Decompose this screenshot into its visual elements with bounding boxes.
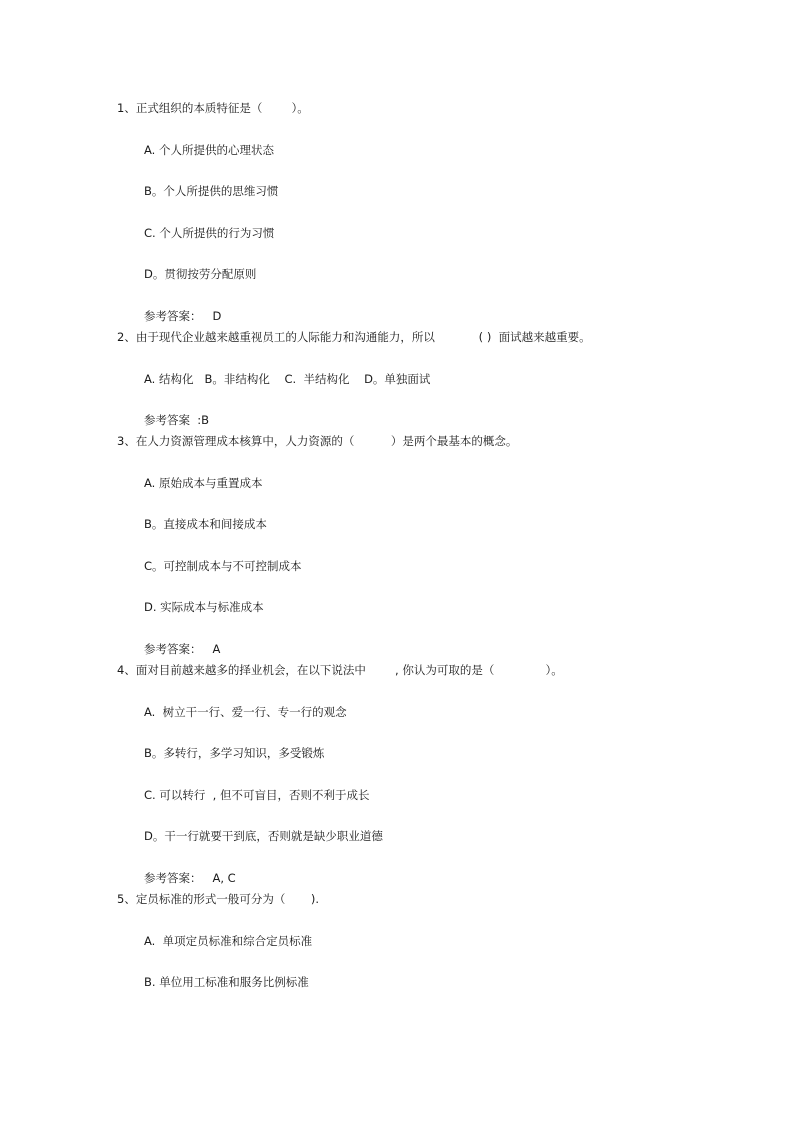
question-1-option-a: A. 个人所提供的心理状态 xyxy=(144,143,274,157)
question-1-answer: 参考答案： D xyxy=(144,309,222,323)
question-5-stem: 5、定员标准的形式一般可分为（ ). xyxy=(117,892,320,906)
question-3-option-a: A. 原始成本与重置成本 xyxy=(144,476,263,490)
question-3-option-b: B。直接成本和间接成本 xyxy=(144,517,267,531)
question-3-answer: 参考答案： A xyxy=(144,642,221,656)
question-1-stem: 1、正式组织的本质特征是（ ）。 xyxy=(117,101,309,115)
question-4-stem: 4、面对目前越来越多的择业机会，在以下说法中 , 你认为可取的是（ ）。 xyxy=(117,663,563,677)
question-4-option-b: B。多转行，多学习知识，多受锻炼 xyxy=(144,746,325,760)
question-2-stem: 2、由于现代企业越来越重视员工的人际能力和沟通能力，所以 ( ) 面试越来越重要。 xyxy=(117,330,591,344)
question-3-option-c: C。可控制成本与不可控制成本 xyxy=(144,559,302,573)
question-3-option-d: D. 实际成本与标准成本 xyxy=(144,600,264,614)
question-5-option-b: B. 单位用工标准和服务比例标准 xyxy=(144,975,309,989)
question-4-option-c: C. 可以转行 , 但不可盲目，否则不利于成长 xyxy=(144,788,370,802)
question-1-option-d: D。贯彻按劳分配原则 xyxy=(144,267,257,281)
question-1-option-c: C. 个人所提供的行为习惯 xyxy=(144,226,275,240)
question-2-options: A. 结构化 B。非结构化 C. 半结构化 D。单独面试 xyxy=(144,372,431,386)
question-2-answer: 参考答案 :B xyxy=(144,413,210,427)
question-4-option-d: D。干一行就要干到底，否则就是缺少职业道德 xyxy=(144,829,383,843)
question-1-option-b: B。个人所提供的思维习惯 xyxy=(144,184,279,198)
question-3-stem: 3、在人力资源管理成本核算中，人力资源的（ ）是两个最基本的概念。 xyxy=(117,434,518,448)
question-5-option-a: A. 单项定员标准和综合定员标准 xyxy=(144,934,313,948)
question-4-answer: 参考答案： A, C xyxy=(144,871,236,885)
question-4-option-a: A. 树立干一行、爱一行、专一行的观念 xyxy=(144,705,347,719)
